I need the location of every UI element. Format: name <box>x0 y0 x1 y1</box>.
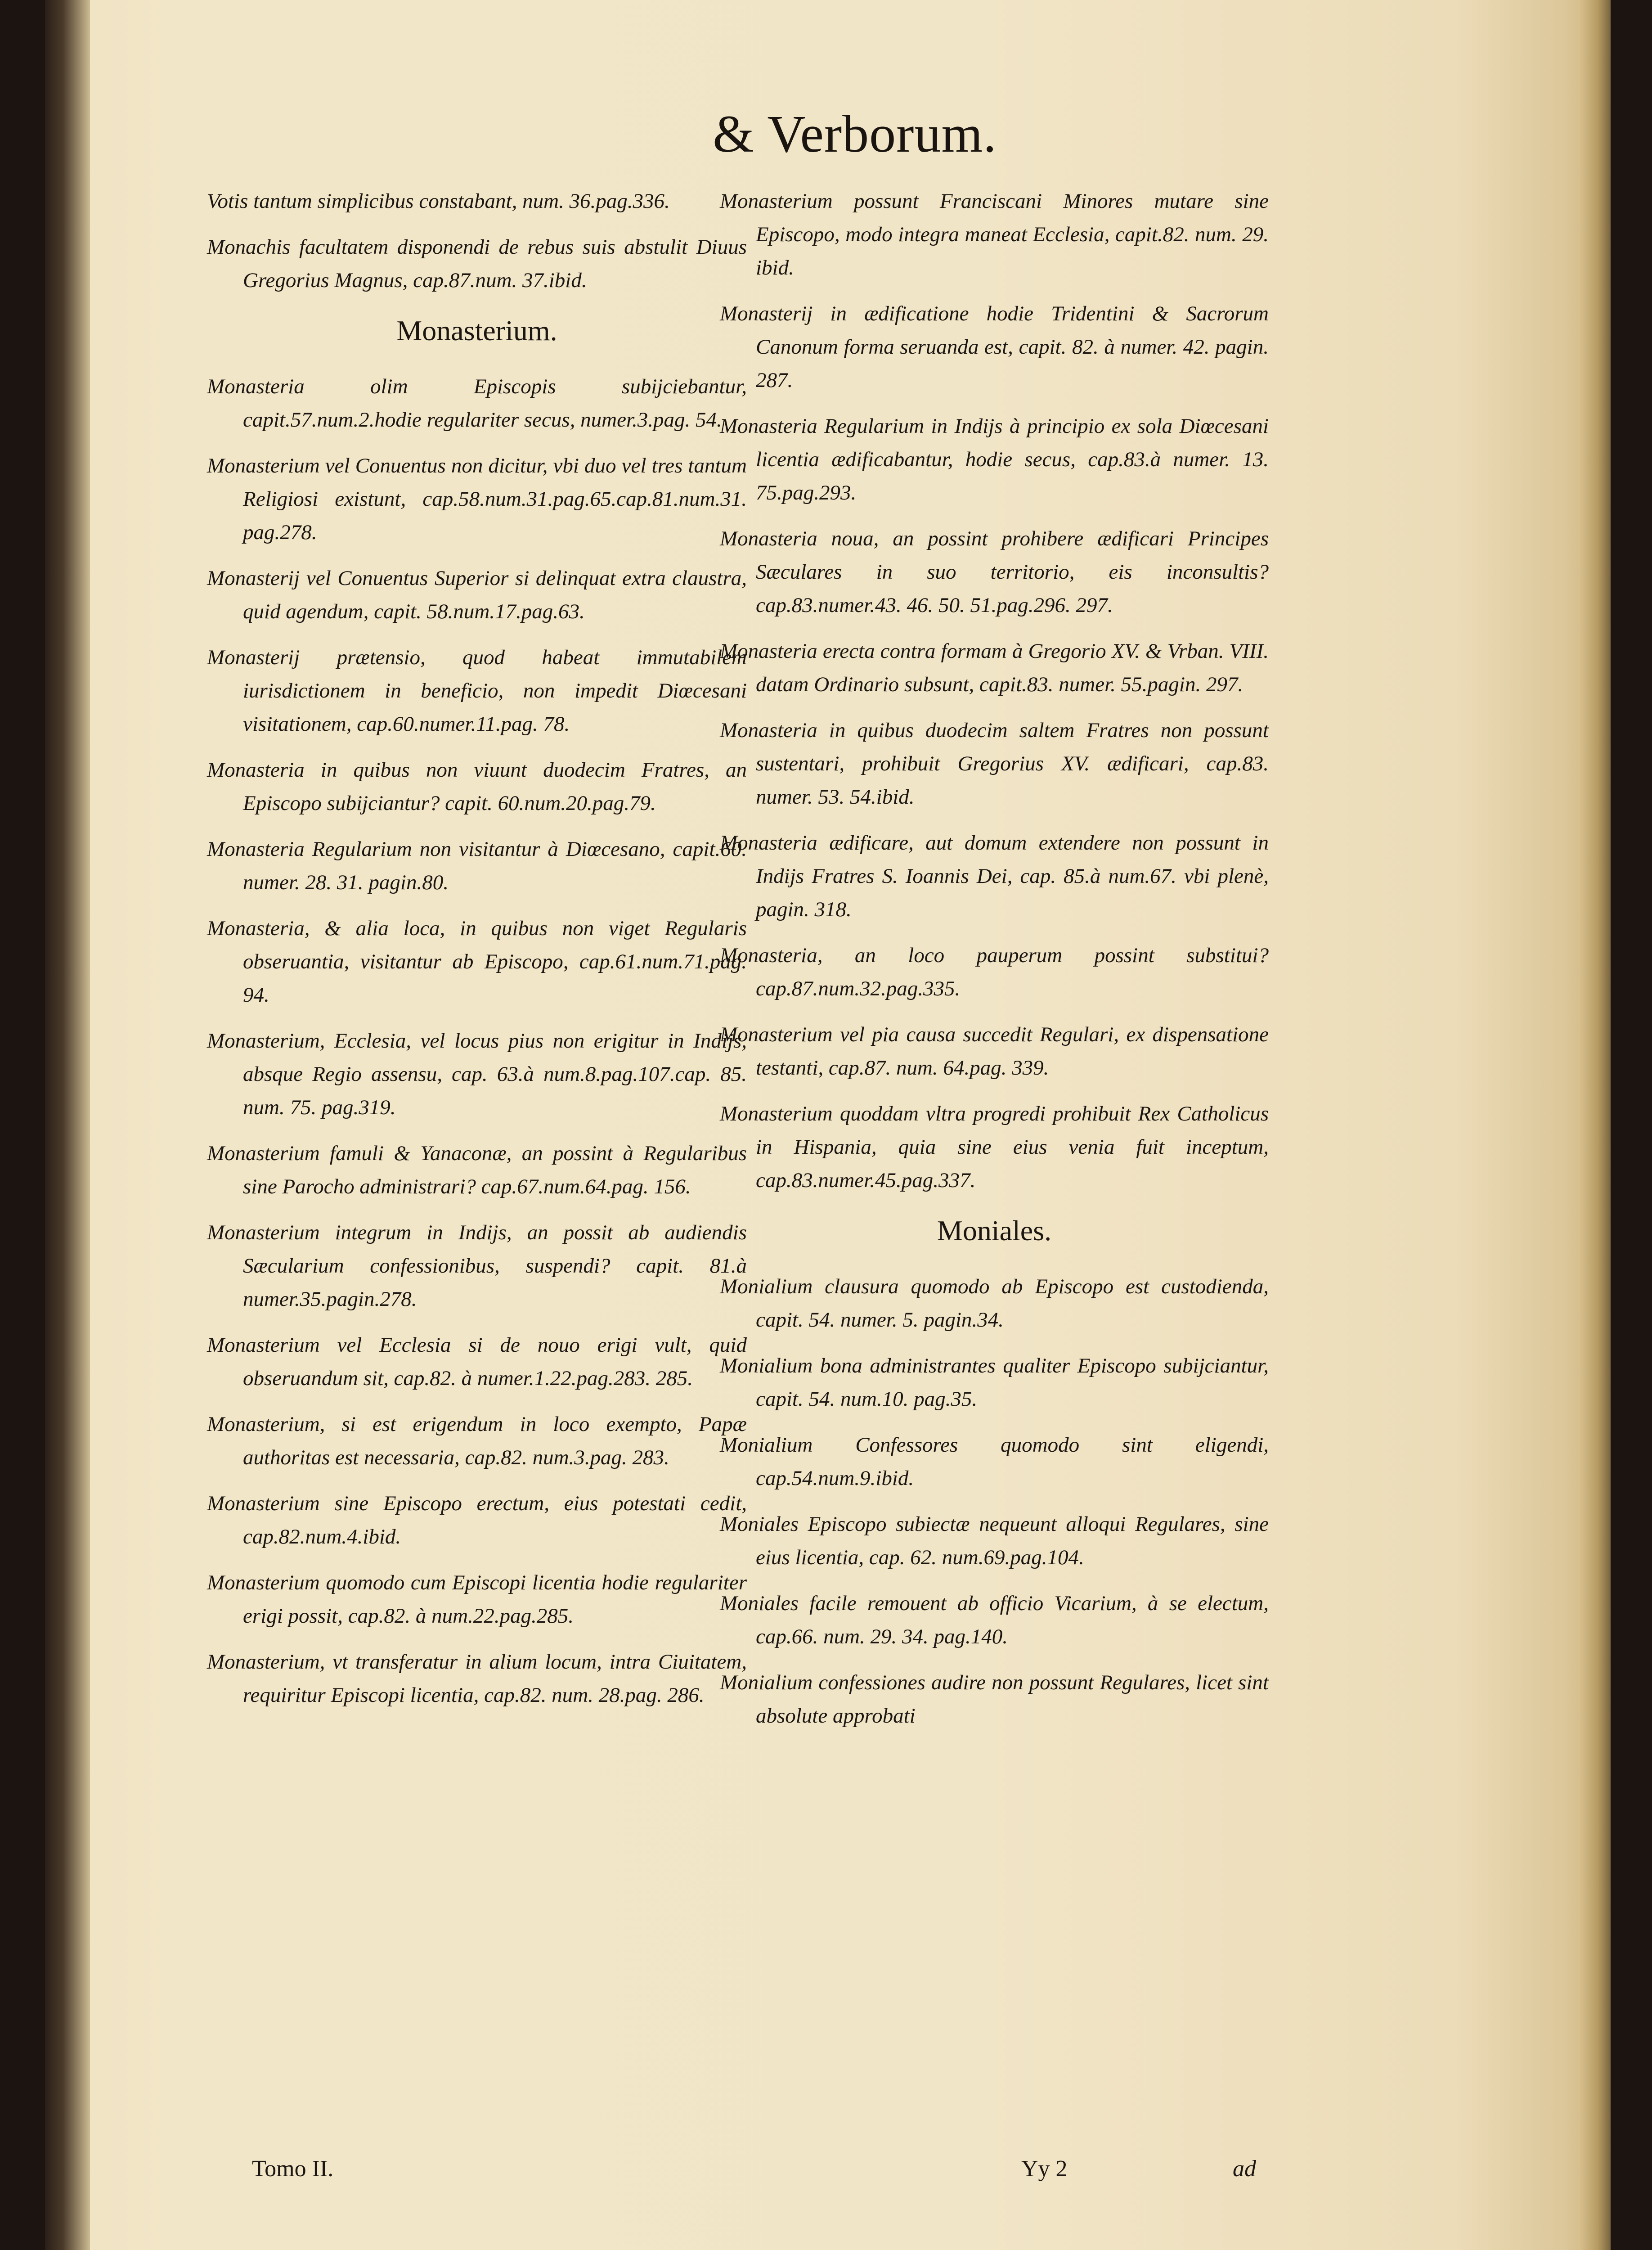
section-heading: Monasterium. <box>396 315 557 346</box>
index-entry: Monasterium famuli & Yanaconæ, an possint à Regularibus sine Parocho administrari? cap.67.num.64.pag. 156. <box>207 1142 747 1198</box>
index-entry: Monasteria, an loco pauperum possint substitui? cap.87.num.32.pag.335. <box>720 944 1269 1000</box>
index-entry: Votis tantum simplicibus constabant, num. 36.pag.336. <box>207 189 670 213</box>
catchword: ad <box>1233 2156 1256 2182</box>
index-entry: Monasterium integrum in Indijs, an possit ab audiendis Sæcularium confessionibus, suspendi? capit. 81.à numer.35.pagin.278. <box>207 1221 747 1311</box>
index-entry: Monasteria in quibus duodecim saltem Fratres non possunt sustentari, prohibuit Gregorius XV. ædificari, cap.83. numer. 53. 54.ibid. <box>720 719 1269 809</box>
section-heading: Moniales. <box>937 1215 1052 1246</box>
index-entry: Monasterij prætensio, quod habeat immutabilem iurisdictionem in beneficio, non impedit Diœcesani visitationem, cap.60.numer.11.pag. 78. <box>207 646 747 736</box>
index-entry: Monasteria olim Episcopis subijciebantur, capit.57.num.2.hodie regulariter secus, numer.3.pag. 54. <box>207 375 747 432</box>
index-entry: Monasterium vel Ecclesia si de nouo erigi vult, quid obseruandum sit, cap.82. à numer.1.22.pag.283. 285. <box>207 1333 747 1390</box>
index-entry: Monasterium quomodo cum Episcopi licentia hodie regulariter erigi possit, cap.82. à num.22.pag.285. <box>207 1571 747 1628</box>
index-entry: Monasterij in ædificatione hodie Tridentini & Sacrorum Canonum forma seruanda est, capit. 82. à numer. 42. pagin. 287. <box>720 302 1269 392</box>
index-entry: Monasteria noua, an possint prohibere ædificari Principes Sæculares in suo territorio, eis inconsultis? cap.83.numer.43. 46. 50. 51.pag.296. 297. <box>720 527 1269 617</box>
index-entry: Monasterium possunt Franciscani Minores mutare sine Episcopo, modo integra maneat Ecclesia, capit.82. num. 29. ibid. <box>720 189 1269 279</box>
index-entry: Monasterium vel pia causa succedit Regulari, ex dispensatione testanti, cap.87. num. 64.pag. 339. <box>720 1023 1269 1080</box>
index-entry: Monialium bona administrantes qualiter Episcopo subijciantur, capit. 54. num.10. pag.35. <box>720 1354 1269 1411</box>
index-entry: Monialium clausura quomodo ab Episcopo est custodienda, capit. 54. numer. 5. pagin.34. <box>720 1275 1269 1332</box>
index-entry: Moniales Episcopo subiectæ nequeunt alloqui Regulares, sine eius licentia, cap. 62. num.69.pag.104. <box>720 1512 1269 1569</box>
signature-mark: Yy 2 <box>1021 2156 1068 2182</box>
index-entry: Monasterium, vt transferatur in alium locum, intra Ciuitatem, requiritur Episcopi licentia, cap.82. num. 28.pag. 286. <box>207 1650 747 1707</box>
index-entry: Monachis facultatem disponendi de rebus suis abstulit Diuus Gregorius Magnus, cap.87.num. 37.ibid. <box>207 235 747 292</box>
book-binding <box>45 0 90 2250</box>
index-entry: Monasteria in quibus non viuunt duodecim Fratres, an Episcopo subijciantur? capit. 60.num.20.pag.79. <box>207 758 747 815</box>
index-entry: Monasteria ædificare, aut domum extendere non possunt in Indijs Fratres S. Ioannis Dei, cap. 85.à num.67. vbi plenè, pagin. 318. <box>720 831 1269 921</box>
index-entry: Moniales facile remouent ab officio Vicarium, à se electum, cap.66. num. 29. 34. pag.140. <box>720 1592 1269 1648</box>
index-entry: Monasterium vel Conuentus non dicitur, vbi duo vel tres tantum Religiosi existunt, cap.58.num.31.pag.65.cap.81.num.31. pag.278. <box>207 454 747 544</box>
index-entry: Monasteria, & alia loca, in quibus non viget Regularis obseruantia, visitantur ab Episcopo, cap.61.num.71.pag. 94. <box>207 917 747 1007</box>
volume-label: Tomo II. <box>252 2156 334 2182</box>
index-entry: Monasteria Regularium non visitantur à Diœcesano, capit.60. numer. 28. 31. pagin.80. <box>207 837 747 894</box>
running-head: & Verborum. <box>713 104 997 163</box>
right-column <box>720 184 1269 1745</box>
index-entry: Monasterium, si est erigendum in loco exempto, Papæ authoritas est necessaria, cap.82. num.3.pag. 283. <box>207 1413 747 1469</box>
left-column <box>207 184 747 1724</box>
index-entry: Monialium confessiones audire non possunt Regulares, licet sint absolute approbati <box>720 1671 1269 1728</box>
index-entry: Monasterij vel Conuentus Superior si delinquat extra claustra, quid agendum, capit. 58.num.17.pag.63. <box>207 567 747 623</box>
index-entry: Monasterium, Ecclesia, vel locus pius non erigitur in Indijs, absque Regio assensu, cap. 63.à num.8.pag.107.cap. 85. num. 75. pag.319. <box>207 1029 747 1119</box>
page-edge <box>1579 0 1611 2250</box>
index-entry: Monasteria erecta contra formam à Gregorio XV. & Vrban. VIII. datam Ordinario subsunt, capit.83. numer. 55.pagin. 297. <box>720 639 1269 696</box>
index-entry: Monialium Confessores quomodo sint eligendi, cap.54.num.9.ibid. <box>720 1433 1269 1490</box>
index-entry: Monasterium sine Episcopo erectum, eius potestati cedit, cap.82.num.4.ibid. <box>207 1492 747 1548</box>
index-entry: Monasterium quoddam vltra progredi prohibuit Rex Catholicus in Hispania, quia sine eius venia fuit inceptum, cap.83.numer.45.pag.337. <box>720 1102 1269 1192</box>
index-entry: Monasteria Regularium in Indijs à principio ex sola Diœcesani licentia ædificabantur, hodie secus, cap.83.à numer. 13. 75.pag.293. <box>720 414 1269 504</box>
book-page <box>45 0 1611 2250</box>
